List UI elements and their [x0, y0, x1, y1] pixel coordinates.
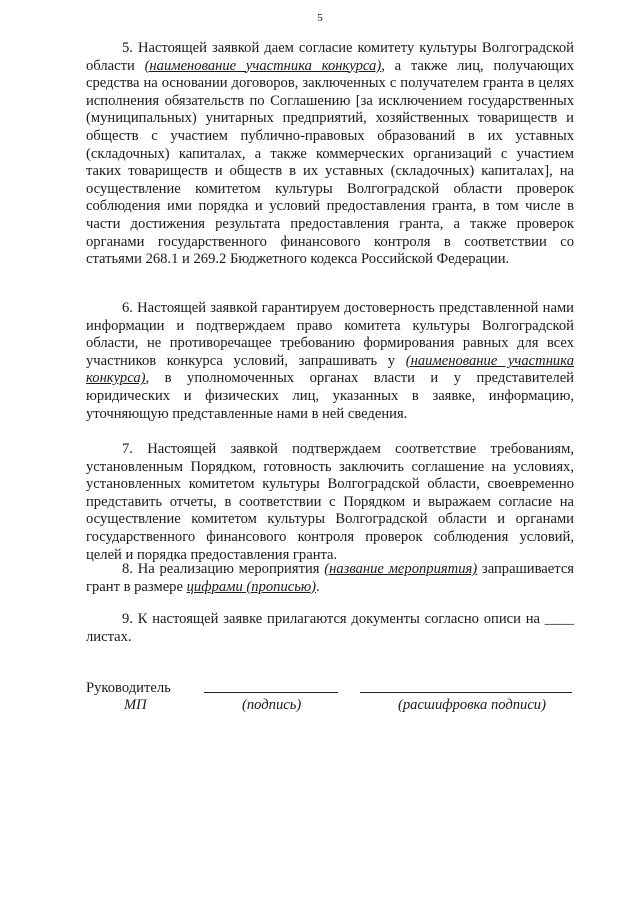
participant-name-placeholder: (наименование участника конкурса)	[144, 57, 382, 74]
p8-text-e: .	[316, 578, 320, 595]
p5-text-c: , а также лиц, получающих средства на основании договоров, заключенных с получателем гранта в целях исполнения обязательств по Соглашению [за исключением государственных (муниципальных) унитарных предприятий, хозяйственных товариществ и обществ с участием публично-правовых образований в их уставных (складочных) капиталах, а также коммерческих организаций с участием таких товариществ и обществ в их уставных (складочных) капиталах], на осуществление комитетом культуры Волгоградской области проверок соблюдения ими порядка и условий предоставления гранта, в том числе в части достижения результата предоставления гранта, а также проверок органами государственного финансового контроля в соответствии со статьями 268.1 и 269.2 Бюджетного кодекса Российской Федерации.	[86, 57, 575, 268]
p6-text-a: 6. Настоящей заявкой гарантируем достоверность представленной нами информации и подтверждаем право комитета культуры Волгоградской области, не противоречащее требованию формирования равных для всех участников конкурса условий, запрашивать у	[86, 300, 574, 369]
stamp-label: МП	[124, 697, 147, 713]
grant-amount-placeholder: цифрами (прописью)	[186, 578, 317, 595]
paragraph-6	[86, 300, 574, 423]
paragraph-5	[86, 40, 574, 269]
p8-text-a: 8. На реализацию мероприятия	[122, 561, 325, 577]
p6-text-c: , в уполномоченных органах власти и у представителей юридических и физических лиц, указанных в заявке, информацию, уточняющую представленные нами в ней сведения.	[86, 370, 574, 422]
paragraph-9: 9. К настоящей заявке прилагаются документы согласно описи на ____ листах.	[86, 611, 574, 645]
decode-caption: (расшифровка подписи)	[398, 697, 546, 713]
p8-text-c: запрашивается грант в размере	[86, 561, 575, 595]
name-decode-line	[360, 692, 572, 693]
signature-caption: (подпись)	[242, 697, 302, 713]
signatory-title: Руководитель	[86, 680, 171, 696]
event-name-placeholder: (название мероприятия)	[324, 561, 478, 577]
page-number: 5	[317, 12, 323, 24]
paragraph-8	[86, 561, 574, 596]
signature-line	[204, 692, 338, 693]
p5-text-a: 5. Настоящей заявкой даем согласие комитету культуры Волгоградской области	[86, 40, 574, 74]
participant-name-placeholder: (наименование участника конкурса)	[86, 352, 574, 387]
paragraph-7: 7. Настоящей заявкой подтверждаем соответствие требованиям, установленным Порядком, готовность заключить соглашение на условиях, установленных комитетом культуры Волгоградской области, своевременно представить отчеты, в соответствии с Порядком и выражаем согласие на осуществление комитетом культуры Волгоградской области и органами государственного финансового контроля проверок соблюдения условий, целей и порядка предоставления гранта.	[86, 441, 574, 563]
